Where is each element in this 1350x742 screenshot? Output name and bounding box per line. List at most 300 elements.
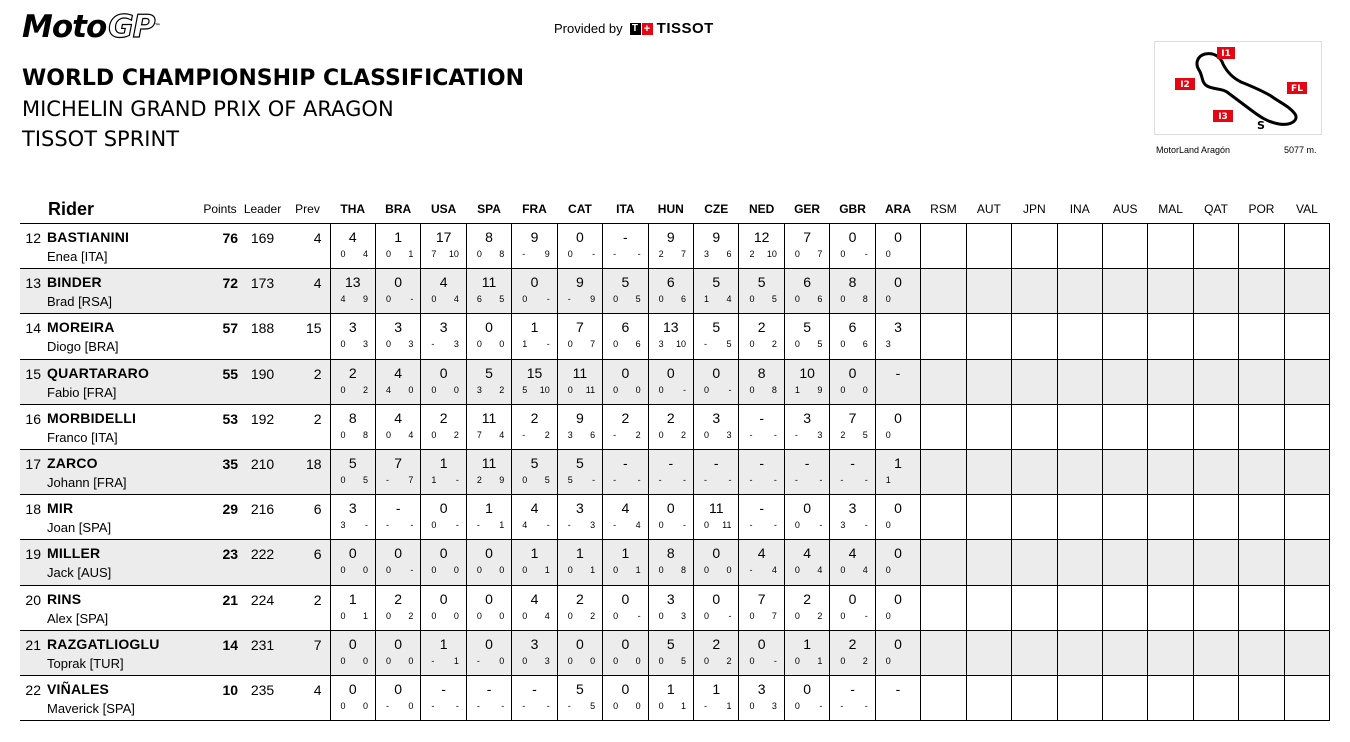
upcoming-race-cell — [1012, 269, 1057, 314]
sprint-points: 0 — [658, 520, 664, 531]
upcoming-race-cell — [921, 314, 966, 359]
race-points: 2 — [771, 339, 777, 350]
upcoming-race-cell — [1148, 675, 1193, 720]
race-cell — [830, 540, 875, 585]
sprint-points: 0 — [840, 384, 846, 395]
race-points: 4 — [817, 565, 823, 576]
upcoming-race-cell — [1193, 224, 1238, 269]
race-breakdown — [830, 475, 874, 485]
sprint-points: 1 — [704, 294, 710, 305]
race-breakdown — [376, 339, 420, 349]
race-header: GER — [794, 202, 821, 216]
upcoming-race-cell — [966, 540, 1011, 585]
race-points: - — [864, 474, 868, 485]
race-cell — [648, 540, 693, 585]
race-breakdown — [785, 656, 829, 666]
sprint-points: 0 — [431, 565, 437, 576]
race-breakdown — [785, 385, 829, 395]
race-cell — [557, 630, 602, 675]
race-cell — [875, 675, 920, 720]
leader-gap-cell: 210 — [250, 455, 275, 472]
race-breakdown — [649, 430, 693, 440]
rider-first-name: Fabio [FRA] — [47, 384, 117, 400]
sprint-points: 0 — [340, 474, 346, 485]
race-cell — [648, 675, 693, 720]
race-cell — [875, 359, 920, 404]
race-cell — [330, 449, 375, 494]
points-cell: 21 — [222, 591, 239, 608]
race-points: 2 — [726, 655, 732, 666]
race-total: 5 — [621, 274, 630, 291]
sprint-points: - — [613, 249, 617, 259]
race-cell — [557, 585, 602, 630]
race-total: 9 — [530, 229, 539, 245]
race-total: 0 — [894, 229, 902, 245]
race-total: 6 — [621, 319, 630, 336]
race-breakdown — [512, 430, 556, 440]
upcoming-race-cell — [1193, 359, 1238, 404]
race-breakdown — [603, 294, 647, 304]
race-breakdown — [785, 520, 829, 530]
race-points: 4 — [408, 429, 414, 440]
provided-by-label: Provided by — [554, 21, 623, 36]
rider-cell — [47, 314, 200, 359]
race-breakdown — [830, 294, 874, 304]
race-points: 0 — [499, 565, 505, 576]
race-breakdown — [694, 294, 738, 304]
race-cell — [830, 269, 875, 314]
points-cell: 23 — [222, 546, 239, 563]
sprint-points: 0 — [704, 384, 710, 395]
sprint-points: 0 — [794, 610, 800, 621]
upcoming-race-cell — [1012, 540, 1057, 585]
sprint-points: 3 — [658, 339, 664, 350]
sprint-points: 5 — [522, 384, 528, 395]
race-total: - — [532, 680, 537, 697]
race-breakdown — [512, 294, 556, 304]
race-total: 0 — [803, 680, 811, 697]
sprint-points: - — [704, 474, 708, 485]
sprint-points: 0 — [749, 339, 755, 350]
race-cell — [512, 449, 557, 494]
sprint-points: 0 — [613, 384, 619, 395]
race-cell — [375, 495, 420, 540]
race-total: 2 — [803, 590, 811, 607]
upcoming-race-cell — [1193, 269, 1238, 314]
circuit-map — [1154, 41, 1322, 135]
race-cell — [648, 630, 693, 675]
race-total: 4 — [394, 364, 403, 381]
upcoming-race-cell — [1193, 630, 1238, 675]
race-points: 9 — [817, 384, 823, 395]
upcoming-race-cell — [1057, 404, 1102, 449]
race-cell — [830, 404, 875, 449]
rider-last-name: ZARCO — [47, 454, 98, 471]
rider-first-name: Jack [AUS] — [47, 565, 112, 581]
rider-first-name: Enea [ITA] — [47, 249, 108, 264]
race-cell — [603, 540, 648, 585]
race-header-upcoming: AUT — [976, 202, 1001, 216]
race-cell — [739, 224, 784, 269]
race-cell — [875, 630, 920, 675]
race-points: - — [364, 520, 368, 531]
race-breakdown — [331, 656, 375, 666]
race-total: - — [623, 229, 628, 245]
race-breakdown — [421, 701, 465, 711]
sprint-points: 0 — [567, 565, 573, 576]
sprint-points: 0 — [340, 249, 346, 259]
race-breakdown — [830, 385, 874, 395]
sprint-points: 0 — [431, 384, 437, 395]
sprint-points: 0 — [476, 249, 482, 259]
race-cell — [739, 630, 784, 675]
race-breakdown — [376, 611, 420, 621]
race-points: 9 — [362, 294, 368, 305]
upcoming-race-cell — [1057, 540, 1102, 585]
upcoming-race-cell — [1102, 359, 1147, 404]
race-points: 5 — [817, 339, 823, 350]
race-total: 9 — [712, 229, 721, 245]
sprint-points: - — [431, 655, 435, 666]
race-breakdown — [694, 565, 738, 575]
upcoming-race-cell — [1148, 224, 1193, 269]
race-header-upcoming: POR — [1248, 202, 1275, 216]
sprint-points: 0 — [704, 610, 710, 621]
race-cell — [648, 314, 693, 359]
race-total: 1 — [439, 635, 448, 652]
race-points: 8 — [681, 565, 687, 576]
race-total: - — [895, 364, 901, 381]
upcoming-race-cell — [921, 404, 966, 449]
leader-gap-cell: 192 — [250, 410, 275, 427]
upcoming-race-cell — [966, 404, 1011, 449]
sprint-points: 0 — [749, 384, 755, 395]
race-cell — [330, 404, 375, 449]
race-points: 0 — [408, 384, 414, 395]
upcoming-race-cell — [921, 359, 966, 404]
race-header-upcoming: RSM — [930, 202, 957, 216]
sprint-points: - — [840, 474, 844, 485]
race-cell — [466, 675, 511, 720]
race-breakdown — [376, 701, 420, 711]
race-total: - — [850, 454, 855, 471]
sprint-points: 0 — [567, 655, 573, 666]
sprint-points: 0 — [658, 610, 664, 621]
race-cell — [421, 630, 466, 675]
race-points: 1 — [726, 700, 732, 711]
upcoming-race-cell — [966, 495, 1011, 540]
sprint-points: - — [794, 429, 798, 440]
sprint-points: 4 — [522, 520, 528, 531]
tissot-logo: T + TISSOT — [630, 20, 714, 37]
sprint-points: 0 — [567, 384, 573, 395]
race-points: 2 — [862, 655, 868, 666]
race-breakdown — [421, 656, 465, 666]
race-total: 0 — [394, 545, 403, 562]
race-breakdown — [376, 430, 420, 440]
race-breakdown — [694, 701, 738, 711]
race-cell — [648, 449, 693, 494]
race-points: - — [501, 700, 505, 711]
race-breakdown — [876, 611, 920, 621]
race-breakdown — [421, 339, 465, 349]
race-total: 3 — [894, 319, 902, 336]
race-cell — [421, 359, 466, 404]
race-points: 0 — [408, 655, 414, 666]
race-breakdown — [785, 339, 829, 349]
race-total: 7 — [394, 454, 403, 471]
sprint-points: 0 — [385, 249, 391, 259]
race-total: - — [895, 680, 901, 697]
race-breakdown — [421, 565, 465, 575]
race-cell — [694, 449, 739, 494]
sprint-points: 0 — [658, 429, 664, 440]
race-points: 2 — [681, 429, 687, 440]
race-total: - — [668, 454, 674, 471]
race-breakdown — [785, 611, 829, 621]
race-cell — [557, 675, 602, 720]
leader-gap-cell: 235 — [250, 681, 275, 698]
upcoming-race-cell — [921, 540, 966, 585]
race-points: 5 — [681, 655, 687, 666]
sprint-points: 0 — [567, 339, 573, 350]
race-breakdown — [331, 701, 375, 711]
race-total: 8 — [757, 364, 766, 381]
upcoming-race-cell — [1148, 404, 1193, 449]
points-cell: 14 — [222, 636, 239, 653]
sprint-points: 0 — [885, 249, 891, 259]
race-points: 0 — [635, 384, 641, 395]
race-points: 2 — [635, 429, 641, 440]
race-total: 0 — [485, 635, 493, 652]
upcoming-race-cell — [921, 495, 966, 540]
sprint-points: 0 — [522, 610, 528, 621]
race-total: 12 — [753, 229, 770, 245]
race-total: 0 — [894, 635, 902, 652]
race-cell — [330, 540, 375, 585]
race-points: 6 — [635, 339, 641, 350]
prev-gap-cell: 6 — [313, 546, 322, 563]
race-header: NED — [749, 202, 775, 216]
race-breakdown — [558, 565, 602, 575]
race-points: 5 — [771, 294, 777, 305]
race-cell — [512, 269, 557, 314]
race-total: 0 — [848, 590, 857, 607]
sprint-points: 0 — [431, 429, 437, 440]
race-header-upcoming: JPN — [1022, 202, 1046, 216]
race-cell — [875, 224, 920, 269]
race-cell — [421, 495, 466, 540]
race-breakdown — [830, 656, 874, 666]
upcoming-race-cell — [1057, 359, 1102, 404]
race-cell — [375, 404, 420, 449]
race-points: 3 — [590, 520, 596, 531]
race-cell — [512, 224, 557, 269]
race-breakdown — [739, 701, 783, 711]
race-breakdown — [558, 475, 602, 485]
race-breakdown — [558, 385, 602, 395]
race-total: - — [623, 454, 628, 471]
race-total: 2 — [576, 590, 584, 607]
rider-cell — [47, 359, 200, 404]
race-cell — [648, 585, 693, 630]
leader-gap-cell: 188 — [250, 320, 275, 337]
race-cell — [875, 404, 920, 449]
leader-gap-cell: 231 — [250, 636, 275, 653]
race-points: - — [728, 384, 732, 395]
race-total: 5 — [757, 274, 766, 291]
table-header-row — [20, 195, 1330, 224]
upcoming-race-cell — [1102, 269, 1147, 314]
race-points: - — [546, 520, 550, 531]
race-cell — [512, 314, 557, 359]
race-breakdown — [512, 656, 556, 666]
rider-cell — [47, 269, 200, 314]
race-total: 3 — [666, 590, 675, 607]
race-breakdown — [830, 249, 874, 259]
points-cell: 10 — [222, 681, 239, 698]
race-points: 6 — [817, 294, 823, 305]
upcoming-race-cell — [921, 269, 966, 314]
race-points: 0 — [635, 700, 641, 711]
race-total: 3 — [348, 319, 357, 336]
race-cell — [830, 585, 875, 630]
sprint-points: 0 — [794, 700, 800, 711]
sprint-points: 0 — [522, 474, 528, 485]
sprint-points: 0 — [385, 565, 391, 576]
race-points: - — [683, 384, 687, 395]
race-total: 0 — [803, 500, 811, 517]
rider-first-name: Brad [RSA] — [47, 294, 113, 310]
race-cell — [557, 540, 602, 585]
race-cell — [875, 449, 920, 494]
race-points: 0 — [499, 610, 505, 621]
position-cell: 20 — [25, 591, 41, 608]
race-points: 5 — [499, 294, 505, 305]
race-breakdown — [739, 565, 783, 575]
sprint-points: 0 — [704, 520, 710, 531]
upcoming-race-cell — [1239, 224, 1284, 269]
race-total: 0 — [394, 680, 403, 697]
race-total: 0 — [439, 590, 448, 607]
sprint-points: 0 — [840, 565, 846, 576]
race-points: - — [455, 520, 459, 531]
sprint-points: 0 — [749, 294, 755, 305]
upcoming-race-cell — [1057, 675, 1102, 720]
sprint-points: 0 — [385, 339, 391, 350]
rider-header: Rider — [48, 198, 95, 219]
race-total: 13 — [344, 274, 361, 291]
points-cell: 29 — [222, 501, 239, 518]
race-cell — [784, 585, 829, 630]
upcoming-race-cell — [1148, 314, 1193, 359]
race-points: 2 — [499, 384, 505, 395]
race-cell — [830, 630, 875, 675]
race-points: 0 — [362, 700, 368, 711]
rider-cell — [47, 540, 200, 585]
race-points: 11 — [585, 384, 596, 395]
sprint-points: 0 — [885, 610, 891, 621]
race-breakdown — [467, 249, 511, 259]
race-total: 2 — [757, 319, 766, 336]
race-points: - — [773, 655, 777, 666]
race-total: 4 — [803, 545, 811, 562]
race-points: 5 — [862, 429, 868, 440]
sprint-points: 0 — [613, 339, 619, 350]
race-points: - — [728, 610, 732, 621]
race-total: 4 — [848, 545, 857, 562]
race-total: - — [395, 500, 401, 517]
sprint-points: 1 — [431, 474, 437, 485]
sprint-points: 0 — [385, 655, 391, 666]
table-body — [20, 224, 1330, 721]
race-breakdown — [512, 339, 556, 349]
race-breakdown — [421, 249, 465, 259]
sprint-points: 0 — [340, 565, 346, 576]
race-points: 3 — [681, 610, 687, 621]
race-points: 4 — [726, 294, 732, 305]
upcoming-race-cell — [1057, 269, 1102, 314]
race-cell — [466, 269, 511, 314]
table-row — [20, 675, 1330, 720]
race-cell — [603, 404, 648, 449]
race-breakdown — [376, 294, 420, 304]
sprint-points: 0 — [613, 610, 619, 621]
race-header-upcoming: VAL — [1296, 202, 1318, 216]
race-cell — [466, 224, 511, 269]
race-total: 1 — [348, 590, 357, 607]
table-row — [20, 630, 1330, 675]
race-total: 0 — [348, 635, 357, 652]
race-breakdown — [331, 475, 375, 485]
race-points: - — [773, 520, 777, 531]
race-points: - — [773, 474, 777, 485]
race-points: 3 — [817, 429, 823, 440]
race-header: CAT — [568, 202, 592, 216]
race-cell — [603, 630, 648, 675]
race-cell — [603, 495, 648, 540]
race-breakdown — [830, 565, 874, 575]
race-breakdown — [331, 565, 375, 575]
race-total: 8 — [348, 409, 357, 426]
race-cell — [694, 675, 739, 720]
race-total: 4 — [757, 545, 766, 562]
rider-last-name: MIR — [47, 500, 74, 517]
race-total: 5 — [348, 454, 357, 471]
table-row — [20, 269, 1330, 314]
race-cell — [784, 449, 829, 494]
points-cell: 35 — [222, 455, 239, 472]
race-breakdown — [558, 339, 602, 349]
race-total: 8 — [666, 545, 675, 562]
race-cell — [375, 359, 420, 404]
race-total: 5 — [485, 364, 493, 381]
upcoming-race-cell — [1148, 540, 1193, 585]
sprint-points: 0 — [658, 700, 664, 711]
upcoming-race-cell — [921, 449, 966, 494]
race-cell — [330, 269, 375, 314]
race-cell — [603, 675, 648, 720]
race-total: - — [804, 454, 810, 471]
race-total: 5 — [803, 319, 811, 336]
race-total: 2 — [439, 409, 448, 426]
race-total: 0 — [621, 635, 630, 652]
race-points: - — [637, 474, 641, 485]
race-total: 0 — [757, 635, 766, 652]
race-points: - — [455, 474, 459, 485]
marker-i3-icon — [1213, 110, 1233, 122]
race-breakdown — [739, 385, 783, 395]
